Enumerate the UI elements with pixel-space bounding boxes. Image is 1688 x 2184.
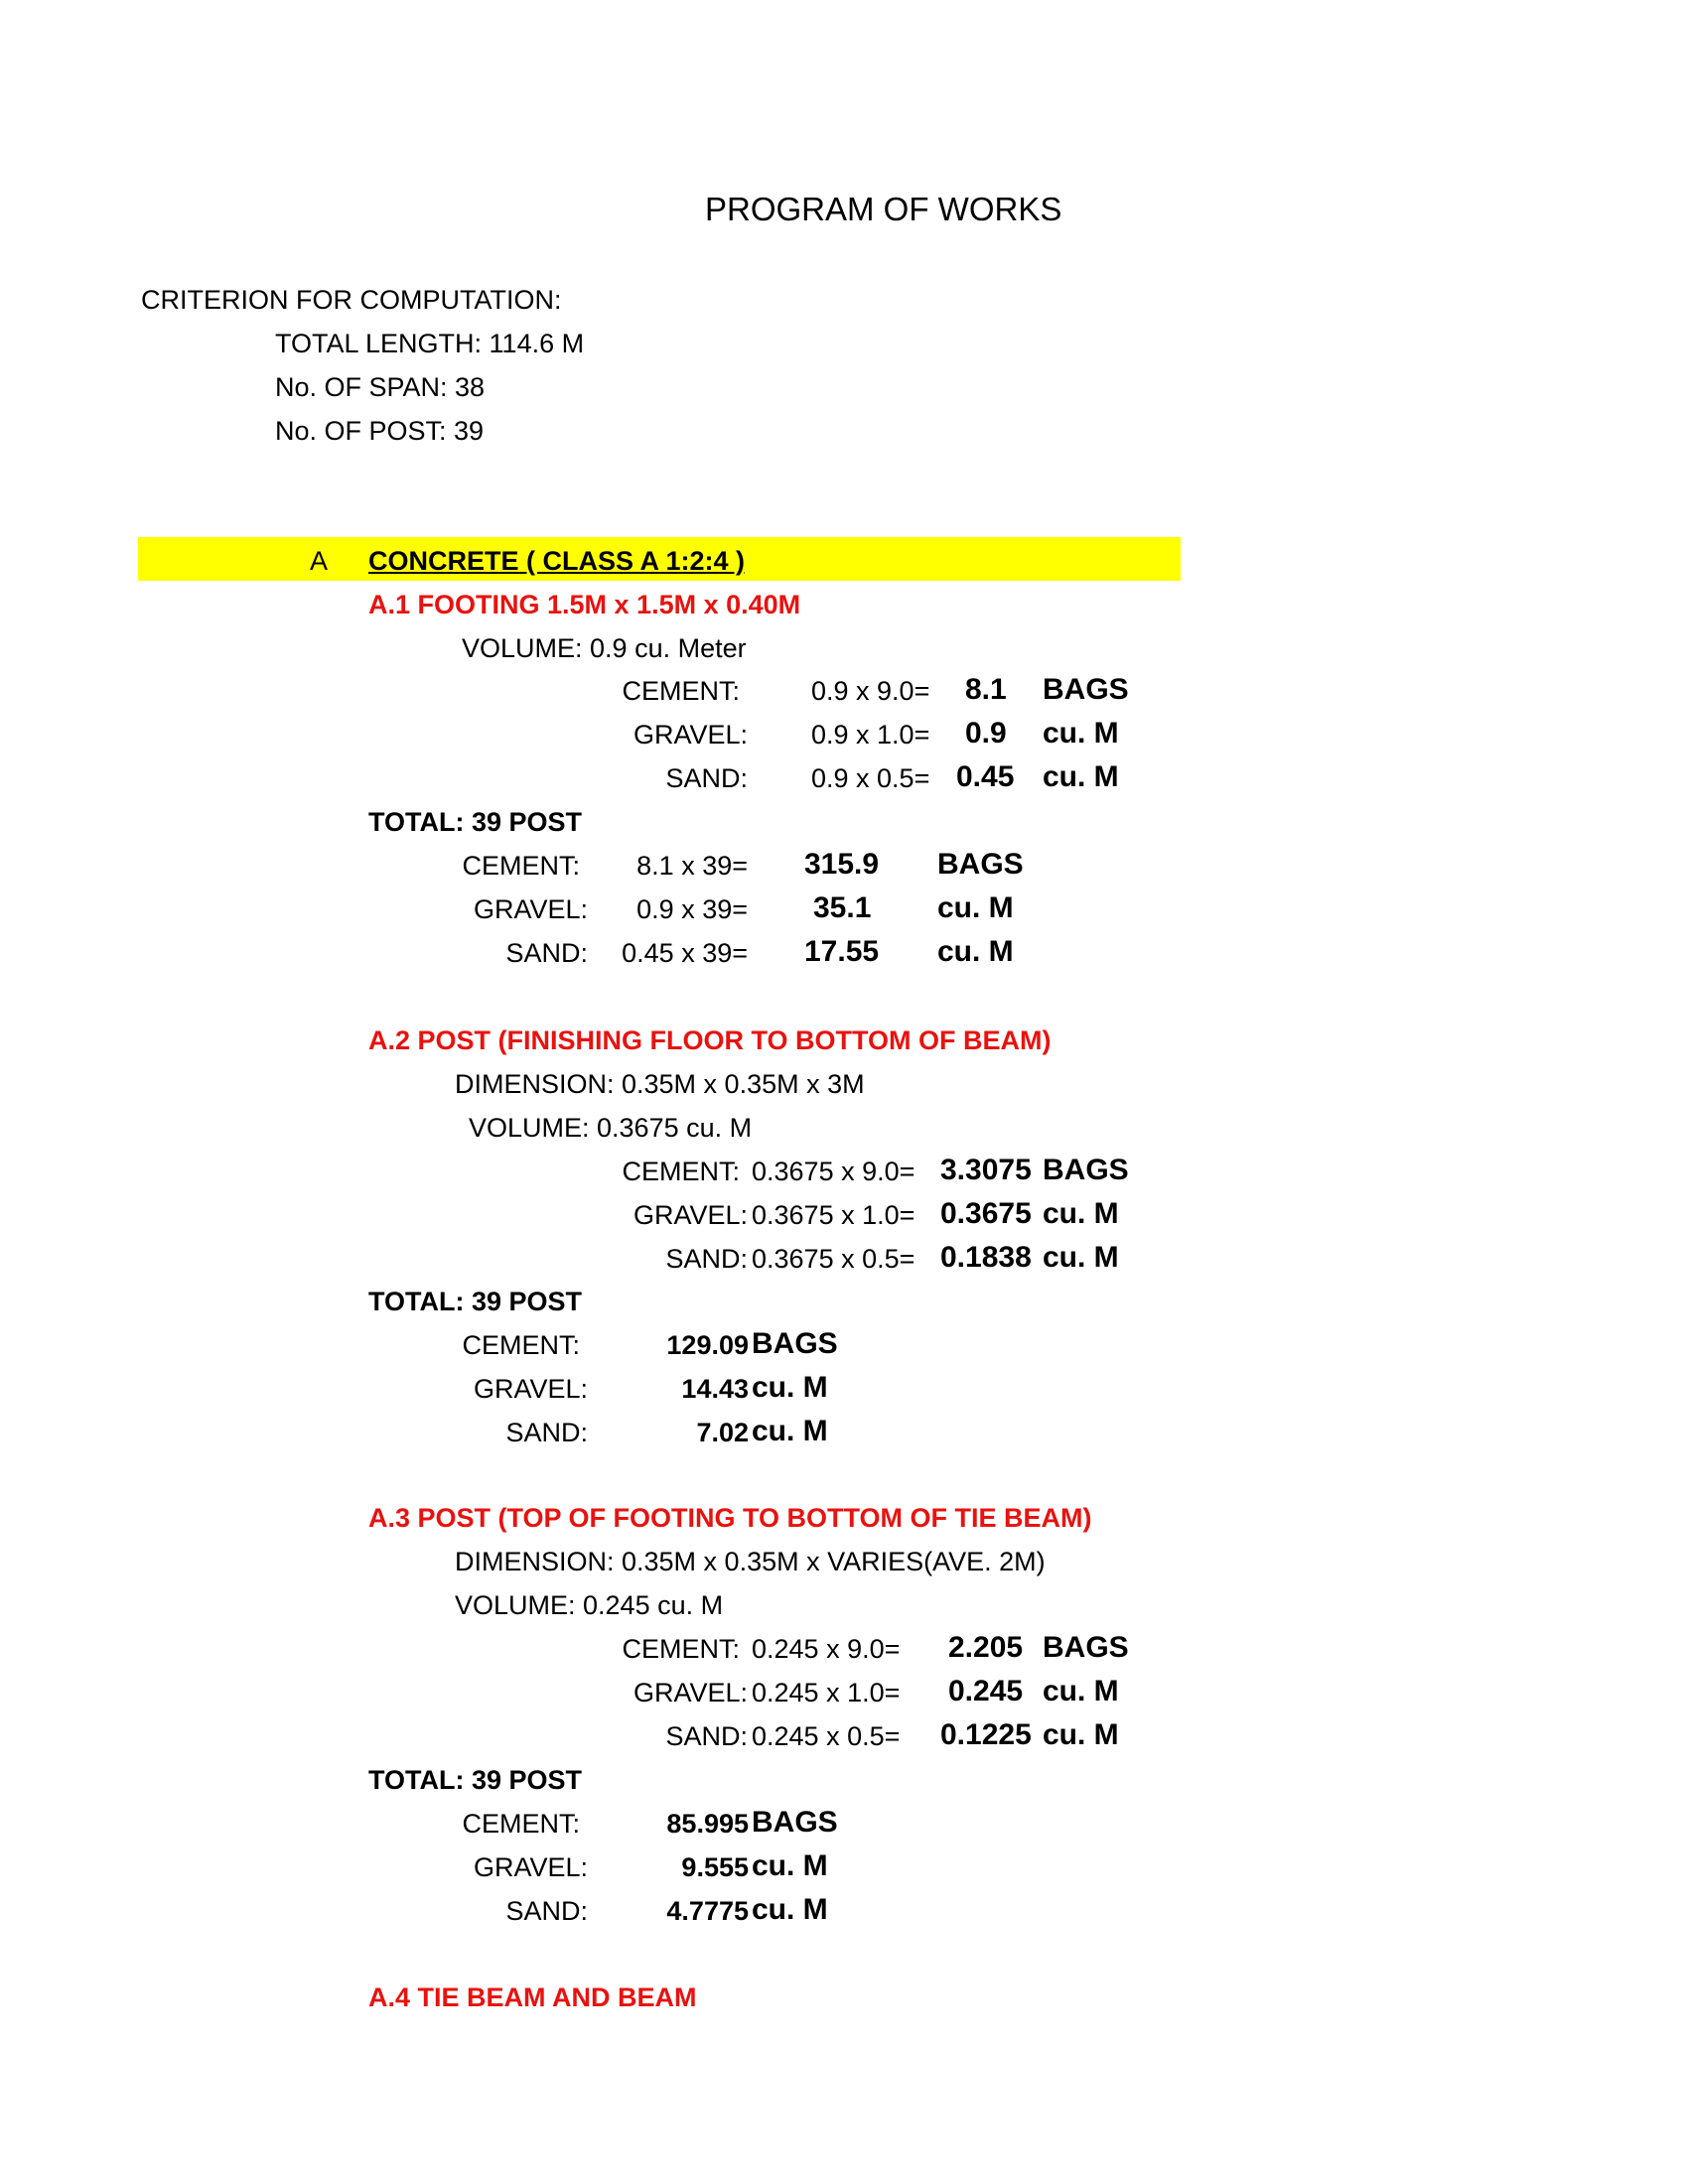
a3-gravel-label: GRAVEL:: [633, 1678, 748, 1707]
section-a-letter: A: [310, 546, 329, 576]
a1-gravel-label: GRAVEL:: [633, 720, 748, 750]
a1-cement-label: CEMENT:: [622, 676, 740, 706]
a2-volume: VOLUME: 0.3675 cu. M: [469, 1113, 753, 1143]
number-of-span: No. OF SPAN: 38: [275, 372, 486, 402]
a3-gravel-value: 0.245: [948, 1675, 1024, 1707]
a1-cement-formula: 0.9 x 9.0=: [811, 676, 930, 706]
a1-total-cement-label: CEMENT:: [462, 851, 580, 881]
a3-total-cement-label: CEMENT:: [462, 1809, 580, 1839]
a3-total-cement-unit: BAGS: [752, 1806, 838, 1839]
a1-gravel-value: 0.9: [965, 717, 1007, 750]
a1-total-sand-unit: cu. M: [937, 935, 1014, 968]
a3-total-gravel-label: GRAVEL:: [473, 1852, 588, 1882]
total-length: TOTAL LENGTH: 114.6 M: [275, 329, 585, 358]
a1-total-sand-label: SAND:: [505, 938, 588, 968]
a2-total-cement-label: CEMENT:: [462, 1330, 580, 1360]
a1-total-gravel-value: 35.1: [813, 891, 872, 924]
a2-total-sand-value: 7.02: [696, 1418, 749, 1447]
a2-total-sand-label: SAND:: [505, 1418, 588, 1447]
a3-gravel-formula: 0.245 x 1.0=: [752, 1678, 901, 1707]
a3-total-gravel-value: 9.555: [681, 1852, 749, 1882]
section-a-heading: CONCRETE ( CLASS A 1:2:4 ): [368, 546, 746, 576]
a2-cement-label: CEMENT:: [622, 1157, 740, 1186]
a1-total-cement-formula: 8.1 x 39=: [636, 851, 748, 881]
a1-total-cement-unit: BAGS: [937, 848, 1024, 881]
a2-gravel-value: 0.3675: [940, 1197, 1032, 1230]
a1-total-gravel-formula: 0.9 x 39=: [636, 894, 748, 924]
a2-total-gravel-unit: cu. M: [752, 1371, 828, 1404]
a3-total-cement-value: 85.995: [666, 1809, 749, 1839]
page-title: PROGRAM OF WORKS: [705, 191, 1062, 227]
a1-total-sand-value: 17.55: [804, 935, 880, 968]
a1-sand-formula: 0.9 x 0.5=: [811, 763, 930, 793]
a2-total-sand-unit: cu. M: [752, 1415, 828, 1447]
a2-dimension: DIMENSION: 0.35M x 0.35M x 3M: [455, 1069, 865, 1099]
a2-sand-label: SAND:: [665, 1244, 748, 1274]
a3-total-sand-value: 4.7775: [666, 1896, 749, 1926]
a3-gravel-unit: cu. M: [1043, 1675, 1119, 1707]
a2-sand-unit: cu. M: [1043, 1241, 1119, 1274]
a3-total-sand-unit: cu. M: [752, 1893, 828, 1926]
a2-cement-value: 3.3075: [940, 1154, 1032, 1186]
a2-cement-formula: 0.3675 x 9.0=: [752, 1157, 915, 1186]
a2-total-heading: TOTAL: 39 POST: [368, 1287, 583, 1316]
a3-heading: A.3 POST (TOP OF FOOTING TO BOTTOM OF TIE BEAM): [368, 1503, 1092, 1533]
a3-sand-label: SAND:: [665, 1721, 748, 1751]
a2-cement-unit: BAGS: [1043, 1154, 1129, 1186]
a3-cement-label: CEMENT:: [622, 1634, 740, 1664]
a1-gravel-formula: 0.9 x 1.0=: [811, 720, 930, 750]
a1-total-sand-formula: 0.45 x 39=: [622, 938, 748, 968]
a1-volume: VOLUME: 0.9 cu. Meter: [462, 633, 747, 663]
a1-cement-unit: BAGS: [1043, 673, 1129, 706]
a1-cement-value: 8.1: [965, 673, 1007, 706]
a2-heading: A.2 POST (FINISHING FLOOR TO BOTTOM OF BEAM): [368, 1025, 1052, 1055]
a1-heading: A.1 FOOTING 1.5M x 1.5M x 0.40M: [368, 590, 801, 619]
a3-cement-unit: BAGS: [1043, 1631, 1129, 1664]
a2-gravel-formula: 0.3675 x 1.0=: [752, 1200, 915, 1230]
a3-cement-value: 2.205: [948, 1631, 1024, 1664]
a1-total-heading: TOTAL: 39 POST: [368, 807, 583, 837]
a1-sand-unit: cu. M: [1043, 760, 1119, 793]
number-of-post: No. OF POST: 39: [275, 416, 485, 446]
a2-sand-value: 0.1838: [940, 1241, 1032, 1274]
a3-total-gravel-unit: cu. M: [752, 1849, 828, 1882]
a2-total-cement-value: 129.09: [666, 1330, 749, 1360]
a1-gravel-unit: cu. M: [1043, 717, 1119, 750]
criterion-heading: CRITERION FOR COMPUTATION:: [141, 285, 562, 315]
a3-sand-formula: 0.245 x 0.5=: [752, 1721, 901, 1751]
a2-sand-formula: 0.3675 x 0.5=: [752, 1244, 915, 1274]
a4-heading: A.4 TIE BEAM AND BEAM: [368, 1982, 697, 2012]
a1-sand-label: SAND:: [665, 763, 748, 793]
a3-cement-formula: 0.245 x 9.0=: [752, 1634, 901, 1664]
a2-total-gravel-value: 14.43: [681, 1374, 749, 1404]
a3-dimension: DIMENSION: 0.35M x 0.35M x VARIES(AVE. 2M): [455, 1547, 1046, 1576]
a1-total-gravel-label: GRAVEL:: [473, 894, 588, 924]
a3-sand-value: 0.1225: [940, 1718, 1032, 1751]
a2-gravel-label: GRAVEL:: [633, 1200, 748, 1230]
a3-total-sand-label: SAND:: [505, 1896, 588, 1926]
a3-sand-unit: cu. M: [1043, 1718, 1119, 1751]
a2-total-gravel-label: GRAVEL:: [473, 1374, 588, 1404]
a1-sand-value: 0.45: [956, 760, 1015, 793]
a2-gravel-unit: cu. M: [1043, 1197, 1119, 1230]
a3-volume: VOLUME: 0.245 cu. M: [455, 1590, 724, 1620]
a2-total-cement-unit: BAGS: [752, 1327, 838, 1360]
a1-total-gravel-unit: cu. M: [937, 891, 1014, 924]
a1-total-cement-value: 315.9: [804, 848, 880, 881]
a3-total-heading: TOTAL: 39 POST: [368, 1765, 583, 1795]
